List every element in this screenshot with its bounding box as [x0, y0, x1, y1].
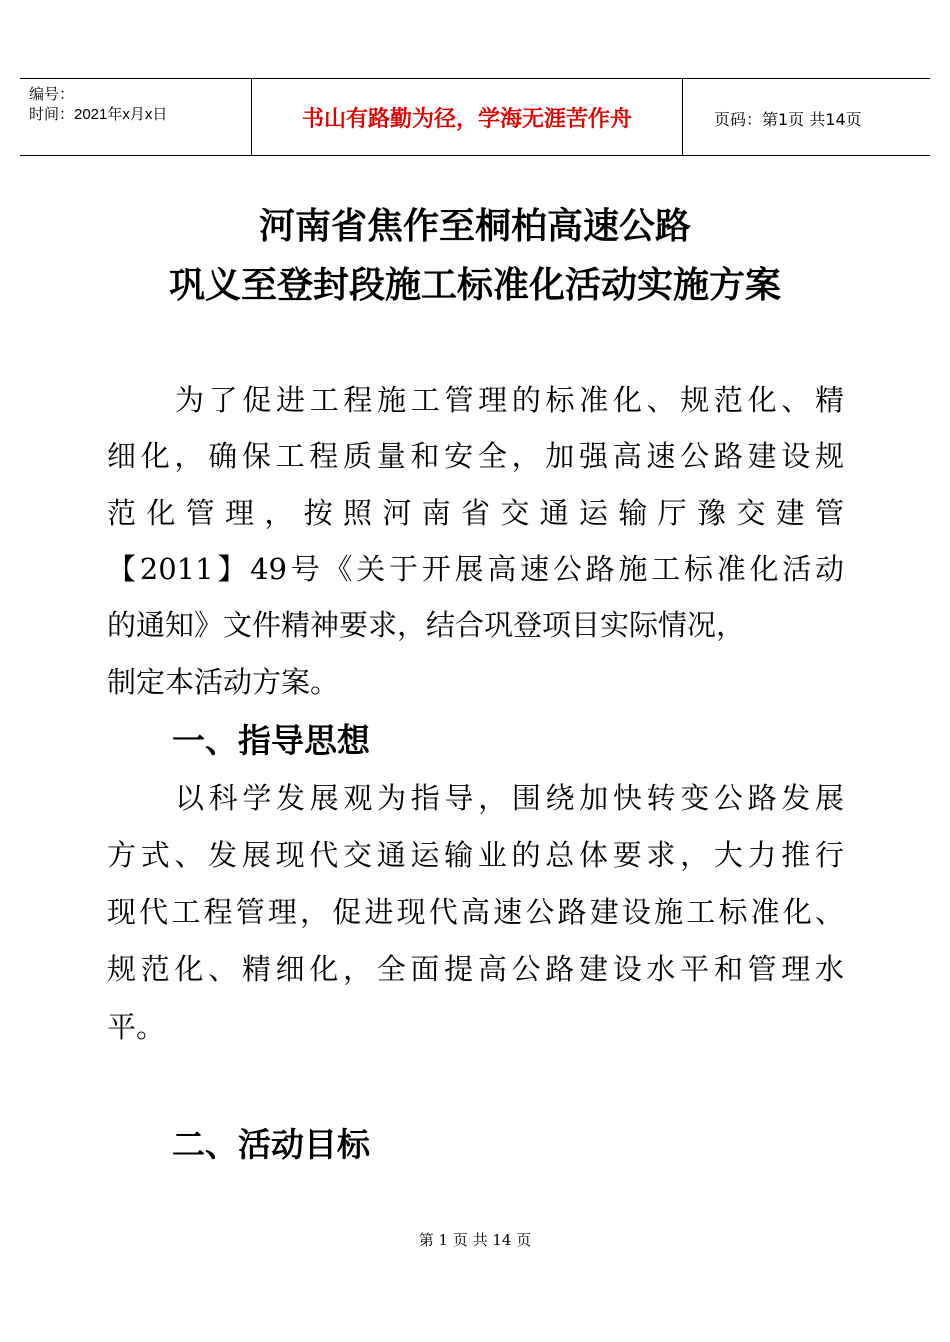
paragraph-line: 范化管理，按照河南省交通运输厅豫交建管 [107, 496, 844, 530]
paragraph-line: 为了促进工程施工管理的标准化、规范化、精 [175, 383, 844, 417]
paragraph-line: 细化，确保工程质量和安全，加强高速公路建设规 [107, 439, 844, 473]
paragraph-line: 平。 [107, 1010, 166, 1044]
header-motto-cell [251, 79, 683, 155]
section-heading: 二、活动目标 [172, 1125, 370, 1164]
paragraph-line: 方式、发展现代交通运输业的总体要求，大力推行 [107, 838, 844, 872]
header-page-cell [683, 79, 930, 155]
page-footer: 第 1 页 共 14 页 [418, 1231, 532, 1249]
header-meta-cell [20, 79, 251, 155]
header-table [20, 78, 930, 156]
document-title-line-1: 河南省焦作至桐柏高速公路 [258, 206, 691, 247]
header-page-info: 页码：第1页 共14页 [714, 110, 862, 129]
document-number-label: 编号： [29, 86, 75, 103]
paragraph-line: 现代工程管理，促进现代高速公路建设施工标准化、 [107, 895, 844, 929]
document-time-label: 时间：2021年x月x日 [29, 106, 168, 123]
paragraph-line: 规范化、精细化，全面提高公路建设水平和管理水 [107, 952, 844, 986]
paragraph-line: 以科学发展观为指导，围绕加快转变公路发展 [175, 781, 844, 815]
section-heading: 一、指导思想 [172, 721, 370, 760]
paragraph-line: 的通知》文件精神要求，结合巩登项目实际情况， [107, 608, 746, 642]
paragraph-line: 【2011】49号《关于开展高速公路施工标准化活动 [107, 552, 844, 586]
document-title-line-2: 巩义至登封段施工标准化活动实施方案 [168, 265, 781, 306]
paragraph-line: 制定本活动方案。 [107, 665, 340, 699]
header-motto: 书山有路勤为径，学海无涯苦作舟 [301, 107, 632, 132]
